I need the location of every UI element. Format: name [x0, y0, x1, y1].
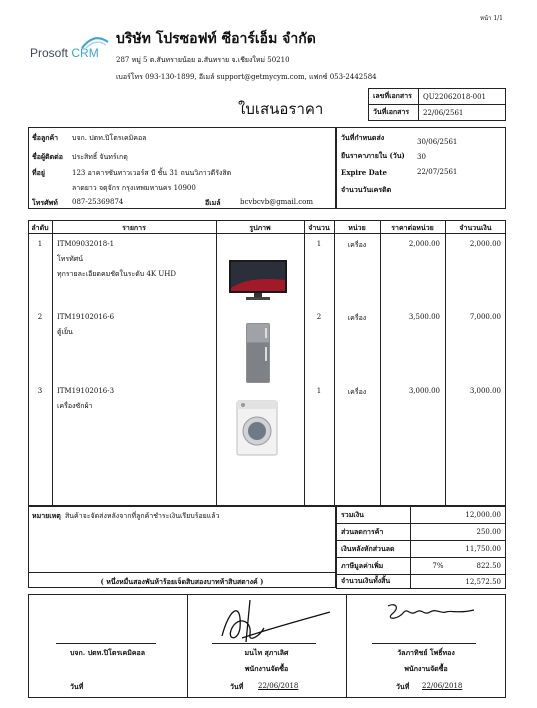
vat-value: 822.50 [447, 558, 506, 575]
due-date-value: 30/06/2561 [417, 138, 458, 146]
grand-total-label: จำนวนเงินทั้งสิ้น [337, 575, 411, 589]
expire-date-label: Expire Date [341, 168, 387, 177]
fridge-image [245, 322, 271, 384]
item-code: ITM09032018-1 [57, 240, 115, 248]
prepared-by-name: มนไท สุภาเลิศ [244, 648, 289, 657]
item-name: โทรทัศน์ [57, 255, 83, 263]
doc-date-label: วันที่เอกสาร [369, 105, 419, 121]
after-discount-label: เงินหลังหักส่วนลด [337, 541, 411, 558]
header-qty: จำนวน [308, 223, 330, 232]
item-no: 3 [37, 387, 43, 395]
prepared-date-label: วันที่ [230, 682, 244, 691]
item-qty: 1 [316, 387, 322, 395]
address-line1: 123 อาคารซันทาวเวอร์ส บี ชั้น 31 ถนนวิภาวดีรังสิต [72, 169, 232, 177]
email-label: อีเมล์ [205, 198, 221, 207]
item-unit: เครื่อง [347, 314, 367, 322]
document-info-table [368, 88, 506, 121]
customer-name-value: บจก. ปตท.ปิโตรเคมิคอล [72, 134, 147, 142]
address-line2: ลาดยาว จตุจักร กรุงเทพมหานคร 10900 [72, 184, 196, 192]
item-no: 2 [37, 313, 43, 321]
item-qty: 2 [316, 313, 322, 321]
doc-number-value: QU22062018-001 [419, 89, 506, 105]
logo-text: Prosoft [30, 46, 69, 60]
grand-total-value: 12,572.50 [447, 575, 506, 589]
header-item: รายการ [122, 223, 146, 232]
vat-rate: 7% [411, 558, 447, 575]
after-discount-value: 11,750.00 [447, 541, 506, 558]
logo-text-crm: CRM [71, 46, 99, 60]
item-code: ITM19102016-6 [57, 313, 115, 321]
prepared-signature-image [212, 598, 332, 646]
approved-by-role: พนักงานจัดซื้อ [404, 664, 448, 673]
validity-label: ยืนราคาภายใน (วัน) [341, 151, 405, 160]
remarks-text: สินค้าจะจัดส่งหลังจากที่ลูกค้าชำระเงินเรียบร้อยแล้ว [65, 512, 220, 520]
item-unit: เครื่อง [347, 241, 367, 249]
item-name: ตู้เย็น [57, 328, 73, 336]
prepared-date-value: 22/06/2018 [258, 682, 299, 690]
approved-signature-image [382, 600, 478, 626]
header-amount: จำนวนเงิน [459, 223, 492, 232]
credit-days-label: จำนวนวันเครดิต [341, 185, 392, 194]
washer-image [236, 400, 278, 456]
total-value: 12,000.00 [447, 507, 506, 524]
item-name: เครื่องซักผ้า [57, 402, 93, 410]
totals-table [336, 506, 506, 589]
after-discount-rate [411, 541, 447, 558]
discount-rate [411, 524, 447, 541]
item-code: ITM19102016-3 [57, 387, 115, 395]
header-no: ลำดับ [31, 223, 49, 232]
prepared-by-role: พนักงานจัดซื้อ [244, 664, 289, 673]
company-contact: เบอร์โทร 093-130-1899, อีเมล์ support@getmycym.com, แฟกซ์ 053-2442584 [116, 73, 377, 81]
expire-date-value: 22/07/2561 [417, 168, 458, 176]
item-amount: 2,000.00 [469, 240, 501, 248]
amount-in-words: ( หนึ่งหมื่นสองพันห้าร้อยเจ็ดสิบสองบาทห้าสิบสตางค์ ) [100, 577, 264, 586]
approved-by-name: วัลภาทิชย์ โพธิ์ทอง [397, 648, 455, 657]
item-qty: 1 [316, 240, 322, 248]
grand-total-rate [411, 575, 447, 589]
email-value: bcvbcvb@gmail.com [240, 198, 313, 206]
address-label: ที่อยู่ [32, 168, 45, 177]
approved-date-value: 22/06/2018 [422, 682, 463, 690]
company-logo [30, 36, 112, 66]
phone-label: โทรศัพท์ [32, 198, 58, 207]
header-unit-price: ราคาต่อหน่วย [391, 223, 434, 232]
contact-label: ชื่อผู้ติดต่อ [32, 152, 63, 161]
discount-label: ส่วนลดการค้า [337, 524, 411, 541]
contact-value: ประสิทธิ์ จันทร์เกตุ [72, 153, 128, 161]
header-unit: หน่วย [348, 223, 366, 232]
total-rate [411, 507, 447, 524]
discount-value: 250.00 [447, 524, 506, 541]
remarks-label: หมายเหตุ [32, 511, 61, 520]
item-desc: ทุกรายละเอียดคมชัดในระดับ 4K UHD [57, 270, 176, 278]
page-number: หน้า 1/1 [480, 15, 503, 22]
item-unit: เครื่อง [347, 388, 367, 396]
item-amount: 7,000.00 [469, 313, 501, 321]
validity-value: 30 [417, 153, 426, 161]
company-name: บริษัท โปรซอฟท์ ซีอาร์เอ็ม จำกัด [116, 31, 316, 47]
customer-date-label: วันที่ [70, 682, 84, 691]
customer-name-label: ชื่อลูกค้า [32, 133, 59, 142]
item-no: 1 [37, 240, 43, 248]
header-image: รูปภาพ [249, 223, 271, 232]
company-address: 287 หมู่ 5 ต.สันทรายน้อย อ.สันทราย จ.เชียงใหม่ 50210 [116, 56, 290, 64]
due-date-label: วันที่กำหนดส่ง [341, 133, 385, 142]
item-price: 3,500.00 [408, 313, 440, 321]
item-price: 2,000.00 [408, 240, 440, 248]
total-label: รวมเงิน [337, 507, 411, 524]
doc-number-label: เลขที่เอกสาร [369, 89, 419, 105]
tv-image [228, 258, 288, 303]
customer-signature-name: บจก. ปตท.ปิโตรเคมิคอล [69, 648, 146, 657]
vat-label: ภาษีมูลค่าเพิ่ม [337, 558, 411, 575]
doc-date-value: 22/06/2561 [419, 105, 506, 121]
item-price: 3,000.00 [408, 387, 440, 395]
phone-value: 087-25369874 [72, 198, 124, 206]
item-amount: 3,000.00 [469, 387, 501, 395]
document-title: ใบเสนอราคา [238, 100, 324, 118]
approved-date-label: วันที่ [396, 682, 410, 691]
